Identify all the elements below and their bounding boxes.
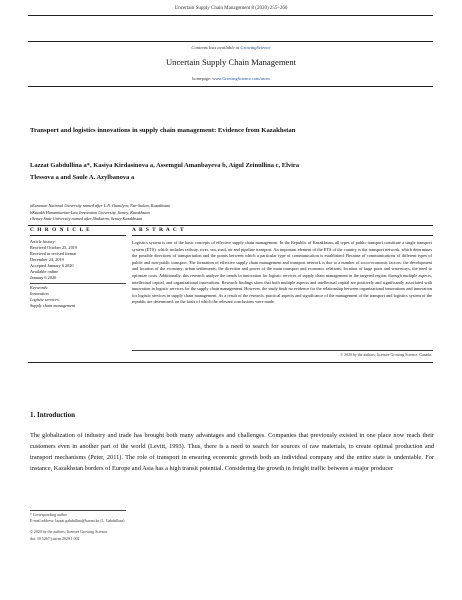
keyword: Supply chain management (30, 303, 76, 309)
affiliations (30, 203, 430, 223)
affiliation-b: bKazakh Humanitarian-Law Innovation University, Semey, Kazakhstan (30, 209, 150, 215)
author-email[interactable]: E-mail address: lazzat.gabdullina@kaznu.kz (L. Gabdullina) (30, 519, 125, 524)
chronicle-rule (30, 235, 126, 236)
article-title: Transport and logistics innovations in supply chain management: Evidence from Kazakhstan (30, 127, 296, 134)
revised-date: December 24, 2019 (30, 257, 64, 263)
footnotes (30, 512, 434, 542)
keywords-rule (30, 283, 126, 284)
banner-top-rule (28, 41, 433, 42)
received-date: Received October 25, 2019 (30, 245, 78, 251)
authors-line-2: Tlessova a and Saule A. Azylbanova a (30, 173, 135, 181)
abstract-heading: A B S T R A C T (132, 227, 185, 233)
article-history (30, 239, 126, 310)
info-top-rule (28, 225, 433, 226)
running-head: Uncertain Supply Chain Management 8 (2020) 255–266 (174, 6, 288, 11)
chronicle-heading: C H R O N I C L E (30, 227, 91, 233)
growing-science-link[interactable]: GrowingScience (240, 45, 271, 50)
copyright-rule (132, 350, 433, 351)
corresponding-author-note: * Corresponding author (30, 513, 67, 517)
abstract-text: Logistics system is one of the basic concepts of effective supply chain management. In the Republic of Kazakhstan, all types of public transport constitute a single transport system (ETS), which includes railway, river, sea, road, air and pipeline transport. An important element of the ETS of the country is the transport network, which determines the possible directions of transportation and the points between which a particular type of communication is established. Because of communications of different types of public and non-public transport. The formation of effective supply chain management and transport network is due to a number of socio-economic factors: the development and location of the economy; urban settlements; the direction and power of the main transport and economic relations; location of large ports and waterways, the need to optimize costs. Additionally, this research analyze the trends in innovation for logistic services of supply chain management in the targeted region, through multiple aspects, intellectual capital, and organizational innovations. Research findings show that both multiple aspects and intellectual capital are positively and significantly associated with innovation in logistic services for the supply chain management. However, the study finds no evidence for the relationship between organizational innovations and innovation for logistic services in supply chain management. As a result of the research, practical aspects and significance of the management of the transport and logistics system of the republic are determined, on the basis of which the relevant conclusions were made. (132, 240, 432, 305)
contents-availability: Contents lists available at GrowingScience (191, 45, 271, 50)
running-head-rule (28, 15, 433, 16)
keyword: Logistic services (30, 297, 59, 303)
keyword: Innovation (30, 291, 49, 297)
history-label: Article history: (30, 239, 57, 244)
journal-homepage: homepage: www.GrowingScience.com/uscm (192, 76, 270, 81)
banner-bottom-rule (28, 86, 433, 87)
affiliation-c: cSemey State University named after Shakarim, Semey Kazakhstan (30, 216, 143, 221)
journal-homepage-link[interactable]: www.GrowingScience.com/uscm (212, 76, 270, 81)
abstract-rule (132, 235, 433, 236)
introduction-heading: 1. Introduction (30, 411, 75, 419)
abstract-bottom-rule (28, 362, 433, 363)
keywords-label: Keywords: (30, 285, 49, 291)
revised-label: Received in revised format (30, 251, 77, 257)
author-list (30, 160, 430, 183)
authors-line-1: Lazzat Gabdullina a*, Kasiya Kirdasinova a, Assemgul Amanbayeva b, Aigul Zeinullina c, Elvira (30, 162, 300, 169)
online-label: Available online (30, 269, 59, 275)
introduction-text: The globalization of industry and trade has brought both many advantages and challenges. Companies that previously existed in one place now reach their customers even in another part of the world (Levitt, 1993). Thus, there is a need to search for sources of raw materials, to create optimal production and transport mechanisms (Peter, 2011). The role of transport in ensuring economic growth both an individual company and the entire state is undeniable. For instance, Kazakhstan borders of Europe and Asia has a high transit potential. Considering the growth in freight traffic between a major producer (30, 432, 434, 472)
journal-name: Uncertain Supply Chain Management (165, 57, 297, 67)
license-note: © 2020 by the authors; licensee Growing Science. (30, 530, 109, 535)
footnote-rule (30, 510, 126, 511)
accepted-date: Accepted January 6 2020 (30, 263, 74, 269)
online-date: January 6 2020 (30, 275, 57, 281)
affiliation-a: aEurasian National University named after L.N. Gumilyov, Nur-Sultan, Kazakhstan (30, 203, 171, 208)
copyright-notice: © 2020 by the authors; licensee Growing Science, Canada. (340, 353, 432, 357)
doi[interactable]: doi: 10.5267/j.uscm.2020.1.002 (30, 536, 80, 541)
